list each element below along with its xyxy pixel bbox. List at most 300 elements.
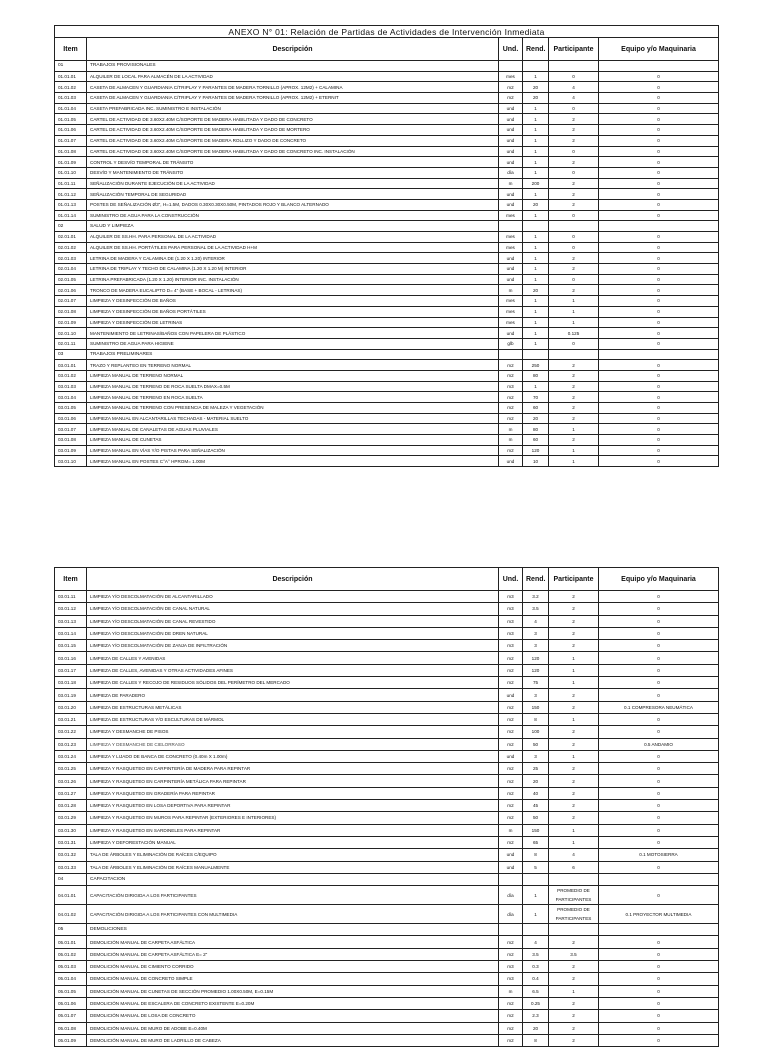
item-equipo: 0 xyxy=(599,591,719,603)
item-rendimiento: 50 xyxy=(523,812,549,824)
item-code: 02.01.11 xyxy=(55,338,87,349)
item-unit: m xyxy=(499,424,523,435)
item-participante: 1 xyxy=(549,677,599,689)
item-rendimiento: 120 xyxy=(523,445,549,456)
empty-cell xyxy=(499,873,523,885)
item-description: TRAZO Y REPLANTEO EN TERRENO NORMAL xyxy=(87,360,499,371)
item-unit: und xyxy=(499,114,523,125)
item-unit: m xyxy=(499,985,523,997)
table-row xyxy=(55,750,719,762)
item-rendimiento: 1 xyxy=(523,232,549,243)
item-description: LIMPIEZA Y DESMANCHE DE PISOS xyxy=(87,726,499,738)
item-unit: m2 xyxy=(499,997,523,1009)
item-code: 01.01.04 xyxy=(55,103,87,114)
table-row xyxy=(55,338,719,349)
item-participante: 1 xyxy=(549,713,599,725)
item-code: 03.01.24 xyxy=(55,750,87,762)
item-rendimiento: 3.5 xyxy=(523,948,549,960)
item-unit: m2 xyxy=(499,948,523,960)
item-unit: und xyxy=(499,689,523,701)
item-description: LIMPIEZA DE ESTRUCTURAS Y/O ESCULTURAS DE MÁRMOL xyxy=(87,713,499,725)
item-rendimiento: 20 xyxy=(523,82,549,93)
item-participante: 1 xyxy=(549,424,599,435)
item-equipo: 0 xyxy=(599,413,719,424)
item-description: DEMOLICIÓN MANUAL DE MURO DE ADOBE E=0.40M xyxy=(87,1022,499,1034)
item-unit: m xyxy=(499,178,523,189)
item-code: 01.01.03 xyxy=(55,93,87,104)
item-equipo: 0 xyxy=(599,445,719,456)
item-unit: m3 xyxy=(499,627,523,639)
item-participante: 2 xyxy=(549,392,599,403)
item-rendimiento: 1 xyxy=(523,317,549,328)
table-row xyxy=(55,242,719,253)
item-equipo: 0 xyxy=(599,627,719,639)
header-participante: Participante xyxy=(549,568,599,591)
item-equipo: 0 xyxy=(599,435,719,446)
item-code: 05.01.09 xyxy=(55,1034,87,1046)
item-participante: 2 xyxy=(549,775,599,787)
item-rendimiento: 0.25 xyxy=(523,997,549,1009)
item-description: LIMPIEZA MANUAL DE TERRENO NORMAL xyxy=(87,370,499,381)
item-description: LIMPIEZA Y DESINFECCIÓN DE LETRINAS xyxy=(87,317,499,328)
item-code: 03.01.04 xyxy=(55,392,87,403)
item-code: 03.01.30 xyxy=(55,824,87,836)
item-rendimiento: 20 xyxy=(523,1022,549,1034)
item-unit: glb xyxy=(499,338,523,349)
item-participante: 2 xyxy=(549,640,599,652)
item-description: LETRINA DE MADERA Y CALAMINA DE (1.20 X 1.20) INTERIOR xyxy=(87,253,499,264)
table-row xyxy=(55,652,719,664)
item-unit: und xyxy=(499,125,523,136)
item-unit: m2 xyxy=(499,936,523,948)
item-code: 01.01.02 xyxy=(55,82,87,93)
table-row xyxy=(55,800,719,812)
section-title: SALUD Y LIMPIEZA xyxy=(87,221,499,232)
item-description: LIMPIEZA MANUAL EN POSTES C°A° HPROM= 1.00M xyxy=(87,456,499,467)
item-code: 02.01.02 xyxy=(55,242,87,253)
item-participante: 2 xyxy=(549,114,599,125)
item-participante: 2 xyxy=(549,763,599,775)
table-row xyxy=(55,948,719,960)
empty-cell xyxy=(549,924,599,936)
item-description: TRONCO DE MADERA EUCALIPTO D= 4" (BASE + BOCAL - LETRINAS) xyxy=(87,285,499,296)
item-unit: m3 xyxy=(499,381,523,392)
document-title: ANEXO N° 01: Relación de Partidas de Actividades de Intervención Inmediata xyxy=(55,26,719,38)
table-row xyxy=(55,824,719,836)
empty-cell xyxy=(523,61,549,72)
item-equipo: 0 xyxy=(599,264,719,275)
table-row xyxy=(55,167,719,178)
item-rendimiento: 3 xyxy=(523,750,549,762)
item-description: LIMPIEZA Y/O DESCOLMATACIÓN DE ZANJA DE INFILTRACIÓN xyxy=(87,640,499,652)
item-equipo: 0 xyxy=(599,274,719,285)
item-code: 03.01.23 xyxy=(55,738,87,750)
item-code: 01.01.09 xyxy=(55,157,87,168)
item-equipo: 0 xyxy=(599,948,719,960)
empty-cell xyxy=(549,349,599,360)
item-rendimiento: 1 xyxy=(523,905,549,924)
item-equipo: 0.1 MOTOSIERRA xyxy=(599,849,719,861)
item-participante: 2 xyxy=(549,936,599,948)
item-unit: m2 xyxy=(499,82,523,93)
item-participante: 4 xyxy=(549,82,599,93)
item-rendimiento: 1 xyxy=(523,306,549,317)
item-equipo: 0 xyxy=(599,997,719,1009)
item-description: DEMOLICIÓN MANUAL DE CONCRETO SIMPLE xyxy=(87,973,499,985)
item-rendimiento: 5 xyxy=(523,861,549,873)
item-description: LIMPIEZA Y LIJADO DE BANCA DE CONCRETO (0.40m X 1.00m) xyxy=(87,750,499,762)
item-participante: 2 xyxy=(549,738,599,750)
item-code: 03.01.11 xyxy=(55,591,87,603)
item-equipo: 0 xyxy=(599,812,719,824)
item-description: LIMPIEZA Y/O DESCOLMATACIÓN DE CANAL NATURAL xyxy=(87,603,499,615)
item-rendimiento: 1 xyxy=(523,242,549,253)
item-rendimiento: 20 xyxy=(523,285,549,296)
item-rendimiento: 40 xyxy=(523,787,549,799)
table-row xyxy=(55,456,719,467)
item-unit: m2 xyxy=(499,701,523,713)
item-rendimiento: 3 xyxy=(523,689,549,701)
item-description: MANTENIMIENTO DE LETRINAS/BAÑOS CON PAPELERA DE PLÁSTICO xyxy=(87,328,499,339)
item-code: 03.01.02 xyxy=(55,370,87,381)
item-description: DEMOLICIÓN MANUAL DE MURO DE LADRILLO DE CABEZA xyxy=(87,1034,499,1046)
item-equipo: 0 xyxy=(599,664,719,676)
item-unit: m2 xyxy=(499,403,523,414)
item-description: LIMPIEZA DE CALLES Y RECOJO DE RESIDUOS SÓLIDOS DEL PERÍMETRO DEL MERCADO xyxy=(87,677,499,689)
item-participante: 2 xyxy=(549,591,599,603)
item-participante: 0 xyxy=(549,103,599,114)
header-rend: Rend. xyxy=(523,38,549,61)
item-equipo: 0 xyxy=(599,360,719,371)
item-description: SUMINISTRO DE AGUA PARA LA CONSTRUCCIÓN xyxy=(87,210,499,221)
item-equipo: 0 xyxy=(599,199,719,210)
table-row xyxy=(55,296,719,307)
item-equipo: 0 xyxy=(599,973,719,985)
item-code: 02.01.03 xyxy=(55,253,87,264)
table-row xyxy=(55,157,719,168)
item-unit: und xyxy=(499,328,523,339)
item-unit: m2 xyxy=(499,652,523,664)
item-code: 05.01.07 xyxy=(55,1010,87,1022)
item-code: 01.01.10 xyxy=(55,167,87,178)
item-code: 05.01.03 xyxy=(55,961,87,973)
item-rendimiento: 1 xyxy=(523,296,549,307)
item-participante: PROMEDIO DE PARTICIPANTES xyxy=(549,905,599,924)
table-row xyxy=(55,936,719,948)
item-equipo: 0 xyxy=(599,135,719,146)
item-equipo: 0 xyxy=(599,82,719,93)
item-description: CARTEL DE ACTIVIDAD DE 3.60X2.40M C/SOPORTE DE MADERA HABILITADA Y DADO DE CONCRETO xyxy=(87,114,499,125)
item-rendimiento: 70 xyxy=(523,392,549,403)
item-unit: mes xyxy=(499,317,523,328)
item-description: LIMPIEZA MANUAL DE CUNETAS xyxy=(87,435,499,446)
item-description: CASETA DE ALMACEN Y GUARDIANIA C/TRIPLAY Y PARANTES DE MADERA TORNILLO (APROX. 12M2) + CALAMINA xyxy=(87,82,499,93)
table-row xyxy=(55,146,719,157)
table-row xyxy=(55,403,719,414)
item-equipo: 0 xyxy=(599,961,719,973)
item-rendimiento: 20 xyxy=(523,413,549,424)
item-participante: 2 xyxy=(549,253,599,264)
item-rendimiento: 250 xyxy=(523,360,549,371)
item-description: ALQUILER DE LOCAL PARA ALMACÉN DE LA ACTIVIDAD xyxy=(87,71,499,82)
item-description: LIMPIEZA MANUAL EN ALCANTARILLAS TECHADAS - MATERIAL SUELTO xyxy=(87,413,499,424)
item-description: LIMPIEZA Y RASQUETEO EN LOSA DEPORTIVA PARA REPINTAR xyxy=(87,800,499,812)
item-unit: mes xyxy=(499,306,523,317)
empty-cell xyxy=(523,221,549,232)
item-unit: und xyxy=(499,264,523,275)
item-description: LIMPIEZA MANUAL DE TERRENO EN ROCA SUELTA xyxy=(87,392,499,403)
item-equipo: 0 xyxy=(599,370,719,381)
item-description: LIMPIEZA Y/O DESCOLMATACIÓN DE ALCANTARILLADO xyxy=(87,591,499,603)
item-participante: 0 xyxy=(549,242,599,253)
item-rendimiento: 200 xyxy=(523,178,549,189)
item-description: TALA DE ÁRBOLES Y ELIMINACIÓN DE RAÍCES MANUALMENTE xyxy=(87,861,499,873)
item-code: 03.01.22 xyxy=(55,726,87,738)
header-participante: Participante xyxy=(549,38,599,61)
item-equipo: 0 xyxy=(599,824,719,836)
item-description: CONTROL Y DESVÍO TEMPORAL DE TRÁNSITO xyxy=(87,157,499,168)
table-row xyxy=(55,689,719,701)
section-number: 04 xyxy=(55,873,87,885)
item-unit: m3 xyxy=(499,973,523,985)
item-rendimiento: 1 xyxy=(523,114,549,125)
section-title: TRABAJOS PRELIMINARES xyxy=(87,349,499,360)
table-row xyxy=(55,591,719,603)
table-row xyxy=(55,985,719,997)
item-description: LIMPIEZA DE CALLES, AVENIDAS Y OTRAS ACTIVIDADES AFINES xyxy=(87,664,499,676)
item-rendimiento: 20 xyxy=(523,93,549,104)
item-equipo: 0 xyxy=(599,1034,719,1046)
item-unit: día xyxy=(499,886,523,905)
item-participante: 2 xyxy=(549,413,599,424)
item-description: LIMPIEZA Y RASQUETEO EN MUROS PARA REPINTAR (EXTERIORES E INTERIORES) xyxy=(87,812,499,824)
item-equipo: 0 xyxy=(599,157,719,168)
item-equipo: 0 xyxy=(599,317,719,328)
item-participante: 1 xyxy=(549,306,599,317)
item-equipo: 0 xyxy=(599,114,719,125)
item-description: LIMPIEZA Y RASQUETEO EN CARPINTERÍA METÁLICA PARA REPINTAR xyxy=(87,775,499,787)
item-code: 03.01.01 xyxy=(55,360,87,371)
item-equipo: 0 xyxy=(599,763,719,775)
item-description: LIMPIEZA Y DESINFECCIÓN DE BAÑOS xyxy=(87,296,499,307)
empty-cell xyxy=(599,221,719,232)
item-code: 03.01.08 xyxy=(55,435,87,446)
item-code: 03.01.25 xyxy=(55,763,87,775)
item-unit: und xyxy=(499,135,523,146)
item-unit: und xyxy=(499,189,523,200)
table-row xyxy=(55,413,719,424)
table-row xyxy=(55,93,719,104)
item-equipo: 0 xyxy=(599,178,719,189)
table-row xyxy=(55,82,719,93)
item-unit: m2 xyxy=(499,726,523,738)
empty-cell xyxy=(499,924,523,936)
item-participante: 2 xyxy=(549,264,599,275)
item-equipo: 0 xyxy=(599,167,719,178)
table-row xyxy=(55,905,719,924)
item-unit: m2 xyxy=(499,812,523,824)
table-row xyxy=(55,103,719,114)
table-row xyxy=(55,306,719,317)
item-unit: m2 xyxy=(499,800,523,812)
table-row xyxy=(55,274,719,285)
item-description: LIMPIEZA Y DESMANCHE DE CIELORRASO xyxy=(87,738,499,750)
item-participante: 0.125 xyxy=(549,328,599,339)
item-participante: 0 xyxy=(549,274,599,285)
item-rendimiento: 1 xyxy=(523,328,549,339)
table-row xyxy=(55,189,719,200)
section-number: 05 xyxy=(55,924,87,936)
item-equipo: 0 xyxy=(599,306,719,317)
item-equipo: 0 xyxy=(599,424,719,435)
table-row xyxy=(55,1034,719,1046)
item-participante: 0 xyxy=(549,167,599,178)
table-row xyxy=(55,603,719,615)
item-unit: und xyxy=(499,274,523,285)
item-description: LIMPIEZA Y RASQUETEO EN CARPINTERÍA DE MADERA PARA REPINTAR xyxy=(87,763,499,775)
item-code: 03.01.07 xyxy=(55,424,87,435)
item-unit: und xyxy=(499,750,523,762)
item-code: 05.01.05 xyxy=(55,985,87,997)
item-code: 03.01.05 xyxy=(55,403,87,414)
section-title: DEMOLICIONES xyxy=(87,924,499,936)
table-row xyxy=(55,253,719,264)
item-equipo: 0 xyxy=(599,253,719,264)
item-code: 03.01.10 xyxy=(55,456,87,467)
item-participante: 2 xyxy=(549,1022,599,1034)
header-und: Und. xyxy=(499,568,523,591)
item-participante: 2 xyxy=(549,178,599,189)
item-equipo: 0 xyxy=(599,1022,719,1034)
item-participante: 2 xyxy=(549,1010,599,1022)
item-equipo: 0 xyxy=(599,936,719,948)
item-participante: 2 xyxy=(549,787,599,799)
item-rendimiento: 1 xyxy=(523,103,549,114)
table-row xyxy=(55,763,719,775)
item-participante: 2 xyxy=(549,961,599,973)
item-equipo: 0 xyxy=(599,328,719,339)
item-rendimiento: 3 xyxy=(523,627,549,639)
table-row xyxy=(55,370,719,381)
item-participante: 2 xyxy=(549,1034,599,1046)
item-description: SUMINISTRO DE AGUA PARA HIGIENE xyxy=(87,338,499,349)
item-equipo: 0 xyxy=(599,146,719,157)
item-description: LIMPIEZA MANUAL DE CANALETAS DE AGUAS PLUVIALES xyxy=(87,424,499,435)
item-rendimiento: 10 xyxy=(523,456,549,467)
item-description: LIMPIEZA Y RASQUETEO EN SARDINELES PARA REPINTAR xyxy=(87,824,499,836)
item-code: 03.01.03 xyxy=(55,381,87,392)
item-description: DEMOLICIÓN MANUAL DE CARPETA ASFÁLTICA E= 2" xyxy=(87,948,499,960)
item-unit: m2 xyxy=(499,677,523,689)
table-row xyxy=(55,861,719,873)
table-row xyxy=(55,664,719,676)
item-description: LIMPIEZA Y RASQUETEO EN GRADERÍA PARA REPINTAR xyxy=(87,787,499,799)
item-rendimiento: 150 xyxy=(523,701,549,713)
item-equipo: 0 xyxy=(599,296,719,307)
item-unit: m3 xyxy=(499,615,523,627)
item-code: 04.01.01 xyxy=(55,886,87,905)
item-participante: 1 xyxy=(549,652,599,664)
section-row xyxy=(55,221,719,232)
item-code: 03.01.19 xyxy=(55,689,87,701)
empty-cell xyxy=(549,61,599,72)
table-row xyxy=(55,961,719,973)
item-code: 03.01.26 xyxy=(55,775,87,787)
item-code: 02.01.06 xyxy=(55,285,87,296)
item-description: CARTEL DE ACTIVIDAD DE 3.60X2.40M C/SOPORTE DE MADERA HABILITADA Y DADO DE CONCRETO INC. INSTALACIÓN xyxy=(87,146,499,157)
item-participante: 2 xyxy=(549,370,599,381)
table-row xyxy=(55,328,719,339)
item-rendimiento: 3 xyxy=(523,640,549,652)
item-rendimiento: 0.4 xyxy=(523,973,549,985)
item-code: 05.01.04 xyxy=(55,973,87,985)
item-unit: m xyxy=(499,285,523,296)
item-code: 03.01.31 xyxy=(55,836,87,848)
item-code: 02.01.01 xyxy=(55,232,87,243)
item-code: 03.01.32 xyxy=(55,849,87,861)
item-rendimiento: 1 xyxy=(523,157,549,168)
item-participante: 2 xyxy=(549,381,599,392)
item-description: ALQUILER DE SS.HH. PORTÁTILES PARA PERSONAL DE LA ACTIVIDAD H+M xyxy=(87,242,499,253)
item-participante: 2 xyxy=(549,603,599,615)
item-participante: 1 xyxy=(549,985,599,997)
header-descripcion: Descripción xyxy=(87,568,499,591)
table-row xyxy=(55,640,719,652)
empty-cell xyxy=(599,873,719,885)
item-participante: 2 xyxy=(549,726,599,738)
item-code: 02.01.08 xyxy=(55,306,87,317)
item-description: LIMPIEZA MANUAL DE TERRENO CON PRESENCIA DE MALEZA Y VEGETACIÓN xyxy=(87,403,499,414)
table-row xyxy=(55,264,719,275)
header-descripcion: Descripción xyxy=(87,38,499,61)
item-rendimiento: 2.3 xyxy=(523,1010,549,1022)
item-rendimiento: 60 xyxy=(523,435,549,446)
item-equipo: 0 xyxy=(599,652,719,664)
item-unit: m xyxy=(499,824,523,836)
table-row xyxy=(55,435,719,446)
item-participante: 2 xyxy=(549,701,599,713)
item-code: 02.01.10 xyxy=(55,328,87,339)
item-unit: und xyxy=(499,157,523,168)
item-rendimiento: 20 xyxy=(523,199,549,210)
item-description: CASETA DE ALMACEN Y GUARDIANIA C/TRIPLAY Y PARANTES DE MADERA TORNILLO (APROX. 12M2) + ETERNIT xyxy=(87,93,499,104)
item-participante: 1 xyxy=(549,750,599,762)
item-code: 01.01.08 xyxy=(55,146,87,157)
item-unit: mes xyxy=(499,242,523,253)
item-unit: m2 xyxy=(499,738,523,750)
item-equipo: 0 xyxy=(599,677,719,689)
section-title: TRABAJOS PROVISIONALES xyxy=(87,61,499,72)
item-equipo: 0 xyxy=(599,615,719,627)
item-code: 03.01.12 xyxy=(55,603,87,615)
item-equipo: 0 xyxy=(599,456,719,467)
item-description: CAPACITACIÓN DIRIGIDA A LOS PARTICIPANTES CON MULTIMEDIA xyxy=(87,905,499,924)
header-rend: Rend. xyxy=(523,568,549,591)
item-equipo: 0 xyxy=(599,750,719,762)
table-row xyxy=(55,836,719,848)
section-row xyxy=(55,873,719,885)
item-description: LIMPIEZA Y DEFORESTACIÓN MANUAL xyxy=(87,836,499,848)
item-code: 03.01.13 xyxy=(55,615,87,627)
item-unit: m2 xyxy=(499,413,523,424)
item-unit: m2 xyxy=(499,1010,523,1022)
item-equipo: 0 xyxy=(599,713,719,725)
item-participante: 1 xyxy=(549,824,599,836)
item-rendimiento: 60 xyxy=(523,403,549,414)
item-equipo: 0 xyxy=(599,775,719,787)
item-unit: m2 xyxy=(499,763,523,775)
item-code: 03.01.06 xyxy=(55,413,87,424)
